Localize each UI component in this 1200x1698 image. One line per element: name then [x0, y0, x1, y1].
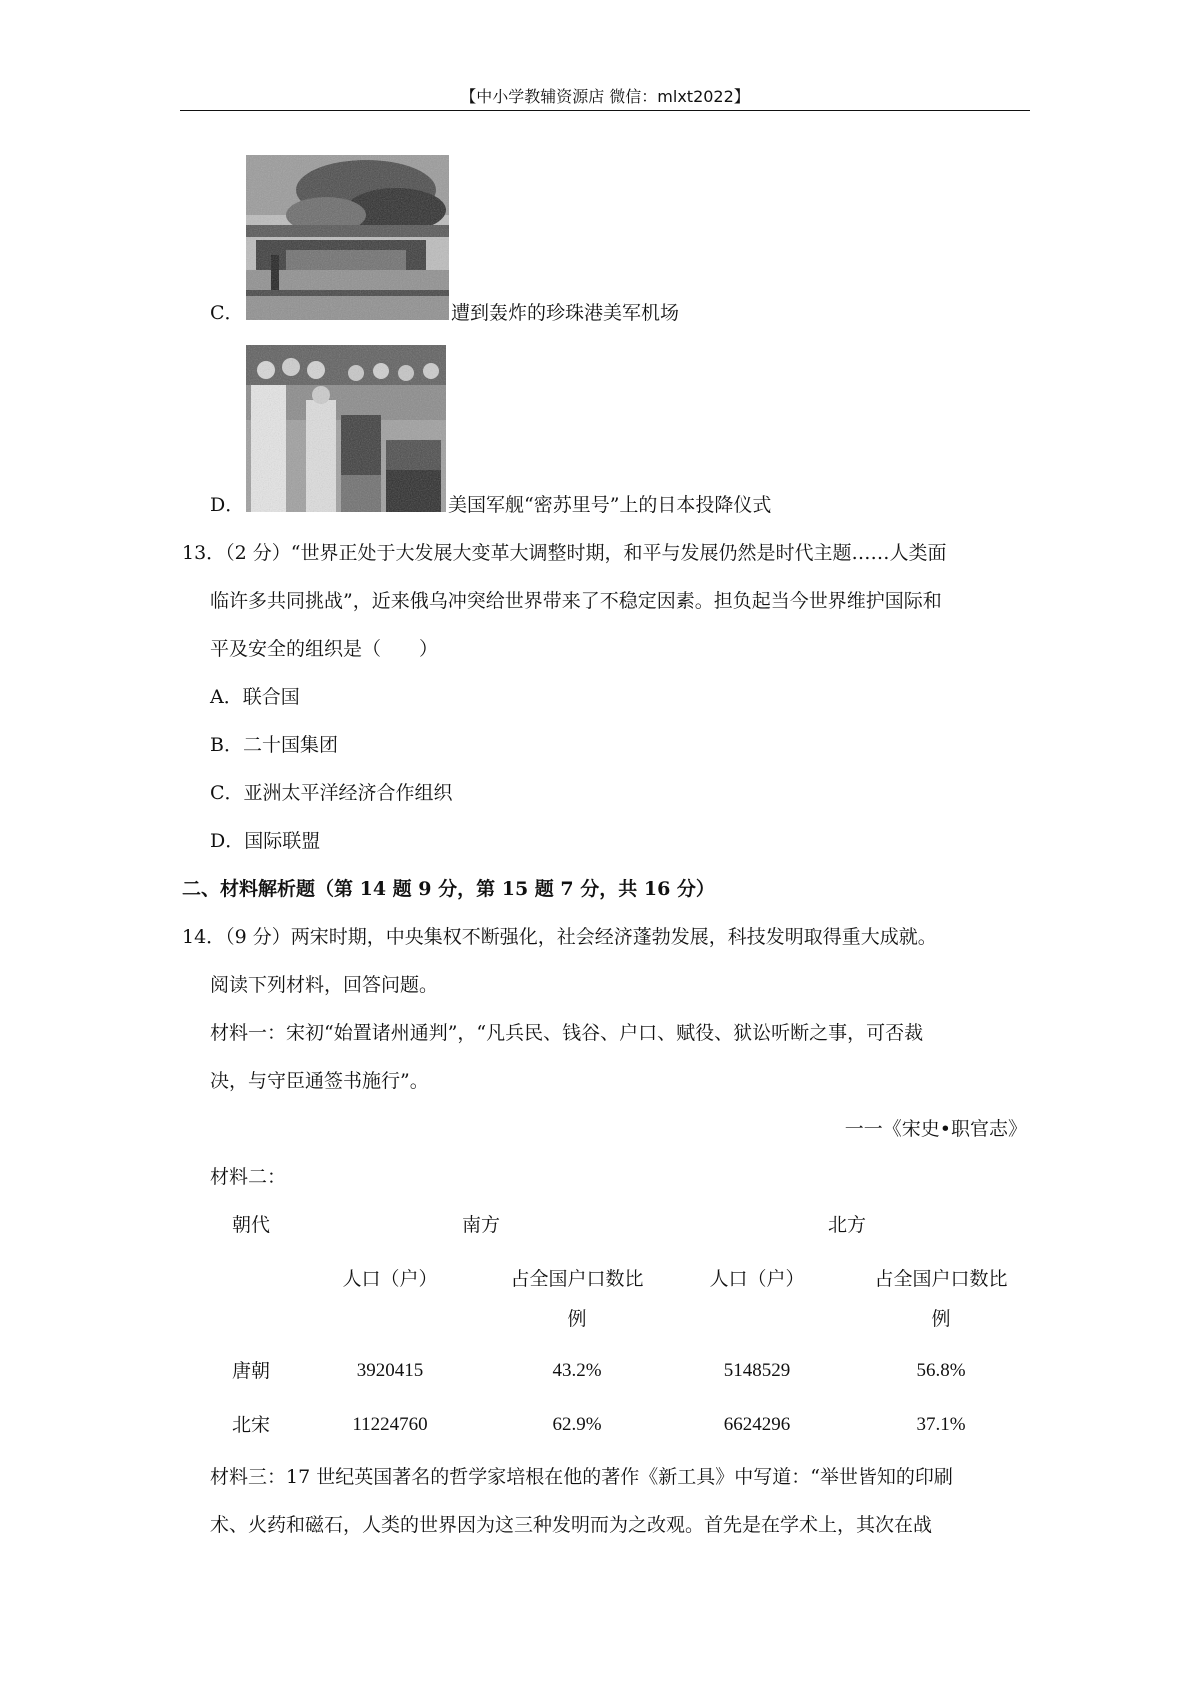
table-header-south-population: 人口（户） [342, 1268, 438, 1290]
table-row-1-north-population: 5148529 [723, 1360, 791, 1381]
table-row-1-north-ratio: 56.8% [916, 1360, 966, 1381]
material1-line-1: 材料一：宋初“始置诸州通判”，“凡兵民、钱谷、户口、赋役、狱讼听断之事，可否裁 [210, 1022, 924, 1044]
material3-line-2: 术、火药和磁石，人类的世界因为这三种发明而为之改观。首先是在学术上，其次在战 [210, 1514, 933, 1536]
table-header-dynasty: 朝代 [231, 1214, 271, 1236]
page-header: 【中小学教辅资源店 微信：mlxt2022】 [460, 87, 750, 106]
q13-option-c: C．亚洲太平洋经济合作组织 [210, 782, 453, 804]
material3-line-1: 材料三：17 世纪英国著名的哲学家培根在他的著作《新工具》中写道：“举世皆知的印刷 [210, 1466, 953, 1488]
material1-source: 一一《宋史•职官志》 [844, 1118, 1027, 1140]
pearl-harbor-photo [246, 155, 449, 320]
material1-line-2: 决，与守臣通签书施行”。 [210, 1070, 429, 1092]
material2-label: 材料二： [210, 1166, 287, 1188]
q13-option-a: A．联合国 [210, 686, 300, 708]
table-header-north-ratio: 占全国户口数比 [874, 1268, 1008, 1290]
table-header-north-ratio-cont: 例 [931, 1308, 951, 1330]
option-d-letter: D． [210, 494, 245, 516]
table-header-north-population: 人口（户） [709, 1268, 805, 1290]
q14-line-2: 阅读下列材料，回答问题。 [210, 974, 439, 996]
q13-line-3: 平及安全的组织是（ ） [210, 638, 439, 660]
q14-line-1: 14．（9 分）两宋时期，中央集权不断强化，社会经济蓬勃发展，科技发明取得重大成就。 [182, 926, 937, 948]
table-row-2-south-ratio: 62.9% [552, 1414, 602, 1435]
header-rule [180, 110, 1030, 111]
q13-option-d: D．国际联盟 [210, 830, 321, 852]
table-row-1-south-ratio: 43.2% [552, 1360, 602, 1381]
table-header-south-ratio-cont: 例 [567, 1308, 587, 1330]
table-row-2-north-ratio: 37.1% [916, 1414, 966, 1435]
table-header-north: 北方 [827, 1214, 867, 1236]
option-d-caption: 美国军舰“密苏里号”上的日本投降仪式 [448, 494, 772, 516]
option-c-caption: 遭到轰炸的珍珠港美军机场 [451, 302, 680, 324]
option-c-letter: C． [210, 302, 244, 324]
section-2-title: 二、材料解析题（第 14 题 9 分，第 15 题 7 分，共 16 分） [182, 878, 715, 900]
table-row-2-north-population: 6624296 [723, 1414, 791, 1435]
table-row-2-south-population: 11224760 [352, 1414, 428, 1435]
q13-option-b: B．二十国集团 [210, 734, 338, 756]
table-row-1-south-population: 3920415 [356, 1360, 424, 1381]
table-row-1-dynasty: 唐朝 [231, 1360, 271, 1382]
table-header-south: 南方 [461, 1214, 501, 1236]
surrender-ceremony-photo [246, 345, 446, 512]
q13-line-2: 临许多共同挑战”，近来俄乌冲突给世界带来了不稳定因素。担负起当今世界维护国际和 [210, 590, 942, 612]
q13-line-1: 13．（2 分）“世界正处于大发展大变革大调整时期，和平与发展仍然是时代主题……人类面 [182, 542, 947, 564]
table-header-south-ratio: 占全国户口数比 [510, 1268, 644, 1290]
table-row-2-dynasty: 北宋 [231, 1414, 271, 1436]
